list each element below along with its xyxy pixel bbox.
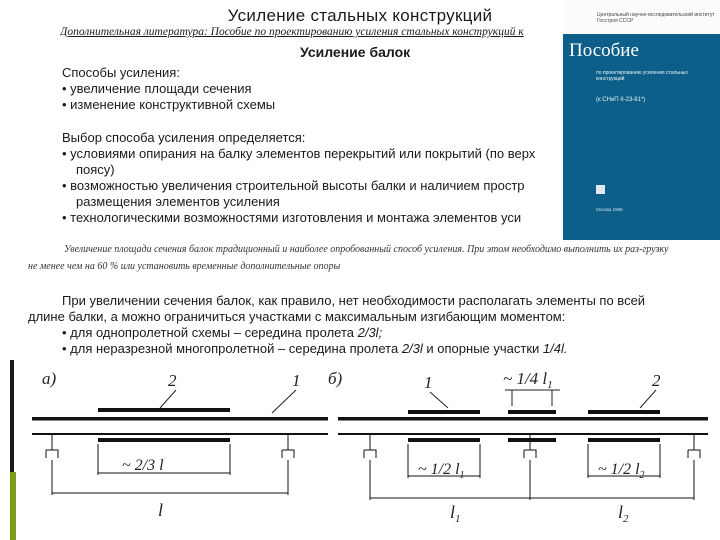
cover-description: по проектированию усиления стальных конструкций bbox=[596, 70, 688, 82]
reinforcement-plate bbox=[408, 410, 480, 414]
cover-title: Пособие bbox=[569, 40, 639, 61]
scheme-a-element-2: 2 bbox=[168, 371, 177, 390]
scheme-b-element-2: 2 bbox=[652, 371, 661, 390]
span-label: l bbox=[158, 500, 164, 520]
cover-panel bbox=[563, 34, 720, 240]
reinforcement-plate bbox=[588, 410, 660, 414]
methods-item: • увеличение площади сечения bbox=[62, 81, 252, 96]
bullet-value: 2/3l; bbox=[357, 325, 383, 340]
paragraph-line: длине балки, а можно ограничиться участками с максимальным изгибающим моментом: bbox=[28, 309, 566, 324]
paragraph-bullet bbox=[62, 325, 382, 341]
paragraph-line: При увеличении сечения балок, как правило, нет необходимости располагать элементы по всей bbox=[62, 293, 646, 308]
cover-city: Москва 1989 bbox=[596, 207, 623, 212]
scheme-b-element-1: 1 bbox=[424, 373, 433, 392]
scheme-a-element-1: 1 bbox=[292, 371, 301, 390]
half-span-label-1: ~ 1/2 $l_1$ bbox=[418, 461, 465, 481]
dimension-label-two-thirds: ~ 2/3 l bbox=[122, 457, 164, 474]
span-label-2: $l_2$ bbox=[618, 502, 629, 525]
reinforcement-plate bbox=[508, 438, 556, 442]
choice-item: • условиями опирания на балку элементов перекрытий или покрытий (по верх bbox=[62, 146, 536, 161]
choice-item-continuation: размещения элементов усиления bbox=[76, 194, 280, 209]
note-line: Увеличение площади сечения балок традиционный и наиболее опробованный способ усиления. При этом необходимо выполнить их раз-грузку bbox=[64, 244, 669, 255]
choice-item: • возможностью увеличения строительной высоты балки и наличием простр bbox=[62, 178, 525, 193]
section-subtitle: Усиление балок bbox=[300, 44, 411, 60]
methods-item: • изменение конструктивной схемы bbox=[62, 97, 276, 112]
cover-logo bbox=[596, 185, 605, 194]
bullet-value: 2/3l bbox=[401, 341, 423, 356]
scheme-a-label: а) bbox=[42, 369, 57, 388]
drawing-background bbox=[0, 360, 720, 540]
methods-heading: Способы усиления: bbox=[62, 65, 180, 80]
bullet-text: • для однопролетной схемы – середина пролета bbox=[62, 325, 358, 340]
bullet-text: • для неразрезной многопролетной – середина пролета bbox=[62, 341, 402, 356]
half-span-label-2: ~ 1/2 $l_2$ bbox=[598, 461, 645, 481]
page-title: Усиление стальных конструкций bbox=[227, 6, 493, 25]
bullet-value: 1/4l. bbox=[542, 341, 568, 356]
choice-item-continuation: поясу) bbox=[76, 162, 115, 177]
paragraph-bullet bbox=[62, 341, 567, 357]
note-line: не менее чем на 60 % или установить временные дополнительные опоры bbox=[28, 261, 341, 272]
reinforcement-plate bbox=[588, 438, 660, 442]
reinforcement-plate bbox=[98, 438, 230, 442]
reinforcement-plate bbox=[508, 410, 556, 414]
choice-item: • технологическими возможностями изготовления и монтажа элементов уси bbox=[62, 210, 522, 225]
scheme-b-label: б) bbox=[328, 369, 343, 388]
book-cover bbox=[563, 0, 720, 240]
cover-organization: Центральный научно-исследовательский институт Госстроя СССР bbox=[597, 12, 715, 24]
reinforcement-plate bbox=[98, 408, 230, 412]
quarter-span-label: ~ 1/4 $l_1$ bbox=[503, 369, 553, 391]
choice-heading: Выбор способа усиления определяется: bbox=[62, 130, 306, 145]
reinforcement-plate bbox=[408, 438, 480, 442]
cover-code: (к СНиП II-23-81*) bbox=[596, 97, 646, 103]
beam-diagrams bbox=[0, 360, 720, 540]
span-label-1: $l_1$ bbox=[450, 502, 461, 525]
literature-reference: Дополнительная литература: Пособие по проектированию усиления стальных конструкций к bbox=[60, 26, 524, 38]
bullet-text: и опорные участки bbox=[422, 341, 543, 356]
left-edge-accent bbox=[10, 472, 16, 540]
